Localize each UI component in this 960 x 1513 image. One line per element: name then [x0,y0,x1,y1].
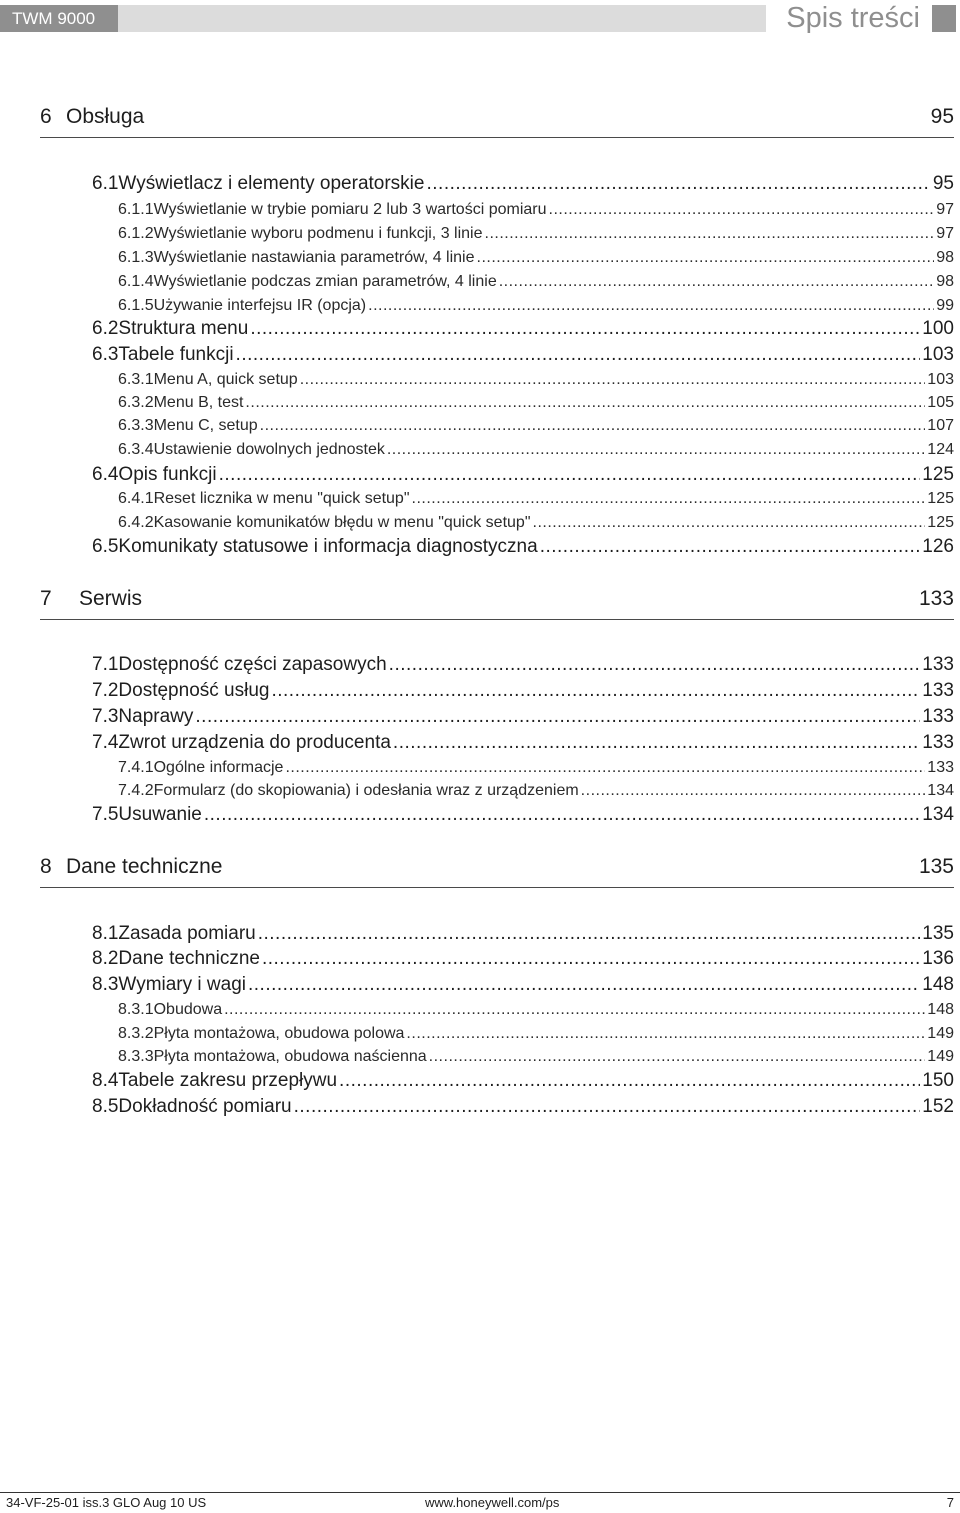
chapter-page: 135 [918,855,954,878]
entry-page: 148 [927,1001,954,1018]
document-id: 34-VF-25-01 iss.3 GLO Aug 10 US [6,1495,207,1510]
leader-dots [262,946,920,972]
entry-title: Menu B, test [153,394,244,411]
entry-number: 6.1.5 [118,297,154,314]
entry-number: 6.2 [92,318,119,339]
leader-dots [271,678,920,704]
entry-title: Używanie interfejsu IR (opcja) [153,297,367,314]
entry-title: Naprawy [118,706,194,727]
entry-number: 7.4.1 [118,759,154,776]
entry-number: 6.1.2 [118,225,154,242]
entry-page: 133 [922,680,954,701]
entry-title: Dostępność części zapasowych [118,654,387,675]
entry-page: 135 [922,923,954,944]
toc-entry[interactable] [92,972,954,998]
leader-dots [258,921,921,947]
toc-entry[interactable] [92,316,954,342]
entry-number: 6.1 [92,173,119,194]
entry-title: Wymiary i wagi [118,974,246,995]
entry-page: 125 [922,464,954,485]
leader-dots [260,414,926,438]
leader-dots [285,756,925,780]
leader-dots [300,368,926,392]
entry-page: 126 [922,536,954,557]
leader-dots [485,222,935,246]
toc-entry[interactable] [92,342,954,368]
entry-title: Menu C, setup [153,417,258,434]
toc-entry[interactable] [92,730,954,756]
entry-number: 7.2 [92,680,119,701]
entry-page: 148 [922,974,954,995]
entry-title: Dostępność usług [118,680,270,701]
entry-page: 107 [927,417,954,434]
entry-title: Zasada pomiaru [118,923,256,944]
toc-entry[interactable] [92,1068,954,1094]
toc-entry[interactable] [118,414,954,438]
leader-dots [540,534,921,560]
toc-entry[interactable] [118,246,954,270]
entry-page: 103 [922,344,954,365]
leader-dots [426,171,930,197]
leader-dots [236,342,921,368]
entry-title: Opis funkcji [118,464,217,485]
entry-title: Wyświetlanie w trybie pomiaru 2 lub 3 wartości pomiaru [153,201,547,218]
toc-entry[interactable] [92,704,954,730]
page-footer [0,1492,960,1513]
leader-dots [389,652,921,678]
leader-dots [499,270,934,294]
chapter-number: 8 [40,855,52,878]
leader-dots [406,1022,925,1046]
chapter-page: 133 [918,587,954,610]
toc-entry[interactable] [118,438,954,462]
entry-title: Wyświetlanie podczas zmian parametrów, 4 linie [153,273,497,290]
leader-dots [549,198,935,222]
entry-title: Płyta montażowa, obudowa naścienna [153,1048,427,1065]
entry-number: 6.1.1 [118,201,154,218]
toc-entry[interactable] [92,1094,954,1120]
entry-page: 133 [922,706,954,727]
entry-number: 6.3.4 [118,441,154,458]
leader-dots [195,704,920,730]
entry-title: Kasowanie komunikatów błędu w menu "quick setup" [153,514,531,531]
leader-dots [533,511,926,535]
toc-entry[interactable] [92,652,954,678]
entry-page: 98 [936,273,954,290]
entry-title: Wyświetlacz i elementy operatorskie [118,173,425,194]
entry-page: 133 [927,759,954,776]
entry-number: 7.4.2 [118,782,154,799]
toc-entry[interactable] [118,511,954,535]
entry-title: Wyświetlanie nastawiania parametrów, 4 linie [153,249,475,266]
entry-page: 136 [922,948,954,969]
leader-dots [387,438,925,462]
chapter-title: Obsługa [66,105,145,128]
leader-dots [477,246,935,270]
entry-page: 133 [922,654,954,675]
entry-page: 98 [936,249,954,266]
product-name-tab: TWM 9000 [0,5,118,32]
entry-number: 7.5 [92,804,119,825]
leader-dots [248,972,920,998]
leader-dots [429,1045,926,1069]
chapter-heading[interactable] [40,855,954,888]
entry-number: 8.4 [92,1070,119,1091]
entry-title: Zwrot urządzenia do producenta [118,732,391,753]
entry-title: Komunikaty statusowe i informacja diagnostyczna [118,536,538,557]
website-link[interactable]: www.honeywell.com/ps [425,1495,560,1510]
chapter-heading[interactable] [40,587,954,620]
entry-title: Płyta montażowa, obudowa polowa [153,1025,405,1042]
leader-dots [412,487,926,511]
entry-page: 124 [927,441,954,458]
entry-number: 8.3.2 [118,1025,154,1042]
entry-page: 133 [922,732,954,753]
leader-dots [219,462,921,488]
toc-entry[interactable] [118,270,954,294]
entry-title: Ogólne informacje [153,759,284,776]
entry-title: Formularz (do skopiowania) i odesłania wraz z urządzeniem [153,782,579,799]
header-bar [118,5,766,32]
leader-dots [339,1068,920,1094]
entry-number: 8.3 [92,974,119,995]
entry-number: 7.4 [92,732,119,753]
entry-page: 95 [932,173,954,194]
entry-number: 6.3.1 [118,371,154,388]
entry-number: 6.4.2 [118,514,154,531]
section-title: Spis treści [786,2,920,34]
toc-entry[interactable] [92,462,954,488]
entry-title: Dokładność pomiaru [118,1096,292,1117]
page-number: 7 [946,1495,954,1510]
toc-entry[interactable] [118,198,954,222]
leader-dots [250,316,920,342]
chapter-page: 95 [930,105,954,128]
entry-number: 6.1.3 [118,249,154,266]
entry-page: 149 [927,1048,954,1065]
entry-title: Tabele funkcji [118,344,234,365]
entry-title: Ustawienie dowolnych jednostek [153,441,385,458]
leader-dots [581,779,926,803]
entry-page: 97 [936,225,954,242]
chapter-heading[interactable] [40,105,954,138]
entry-title: Reset licznika w menu "quick setup" [153,490,410,507]
entry-title: Menu A, quick setup [153,371,298,388]
chapter-title: Dane techniczne [66,855,223,878]
entry-page: 99 [936,297,954,314]
entry-page: 149 [927,1025,954,1042]
entry-title: Obudowa [153,1001,223,1018]
entry-number: 6.4 [92,464,119,485]
toc-entry[interactable] [118,756,954,780]
entry-number: 8.5 [92,1096,119,1117]
entry-title: Tabele zakresu przepływu [118,1070,338,1091]
entry-number: 6.1.4 [118,273,154,290]
toc-entry[interactable] [118,487,954,511]
entry-number: 8.2 [92,948,119,969]
entry-number: 8.3.1 [118,1001,154,1018]
header-marker [932,5,956,32]
entry-title: Usuwanie [118,804,202,825]
toc-entry[interactable] [92,946,954,972]
entry-number: 6.3.2 [118,394,154,411]
leader-dots [224,998,925,1022]
toc-entry[interactable] [92,921,954,947]
toc-entry[interactable] [118,222,954,246]
entry-page: 97 [936,201,954,218]
entry-page: 125 [927,490,954,507]
toc-entry[interactable] [118,779,954,803]
entry-page: 152 [922,1096,954,1117]
entry-title: Struktura menu [118,318,249,339]
entry-number: 7.3 [92,706,119,727]
chapter-number: 6 [40,105,52,128]
entry-page: 150 [922,1070,954,1091]
entry-page: 100 [922,318,954,339]
toc-entry[interactable] [118,1045,954,1069]
toc-entry[interactable] [118,391,954,415]
leader-dots [245,391,925,415]
entry-number: 6.3.3 [118,417,154,434]
leader-dots [393,730,920,756]
entry-number: 8.1 [92,923,119,944]
toc-entry[interactable] [92,171,954,197]
chapter-number: 7 [40,587,52,610]
entry-number: 6.4.1 [118,490,154,507]
toc-entry[interactable] [118,368,954,392]
leader-dots [204,802,920,828]
entry-page: 134 [927,782,954,799]
entry-title: Wyświetlanie wyboru podmenu i funkcji, 3 linie [153,225,483,242]
entry-page: 105 [927,394,954,411]
entry-page: 125 [927,514,954,531]
entry-page: 103 [927,371,954,388]
toc-entry[interactable] [118,998,954,1022]
entry-page: 134 [922,804,954,825]
entry-number: 8.3.3 [118,1048,154,1065]
chapter-title: Serwis [79,587,143,610]
leader-dots [294,1094,921,1120]
entry-number: 6.3 [92,344,119,365]
toc-entry[interactable] [92,678,954,704]
entry-number: 7.1 [92,654,119,675]
toc-entry[interactable] [92,802,954,828]
toc-entry[interactable] [118,294,954,318]
entry-title: Dane techniczne [118,948,260,969]
toc-entry[interactable] [118,1022,954,1046]
leader-dots [368,294,934,318]
toc-entry[interactable] [92,534,954,560]
entry-number: 6.5 [92,536,119,557]
